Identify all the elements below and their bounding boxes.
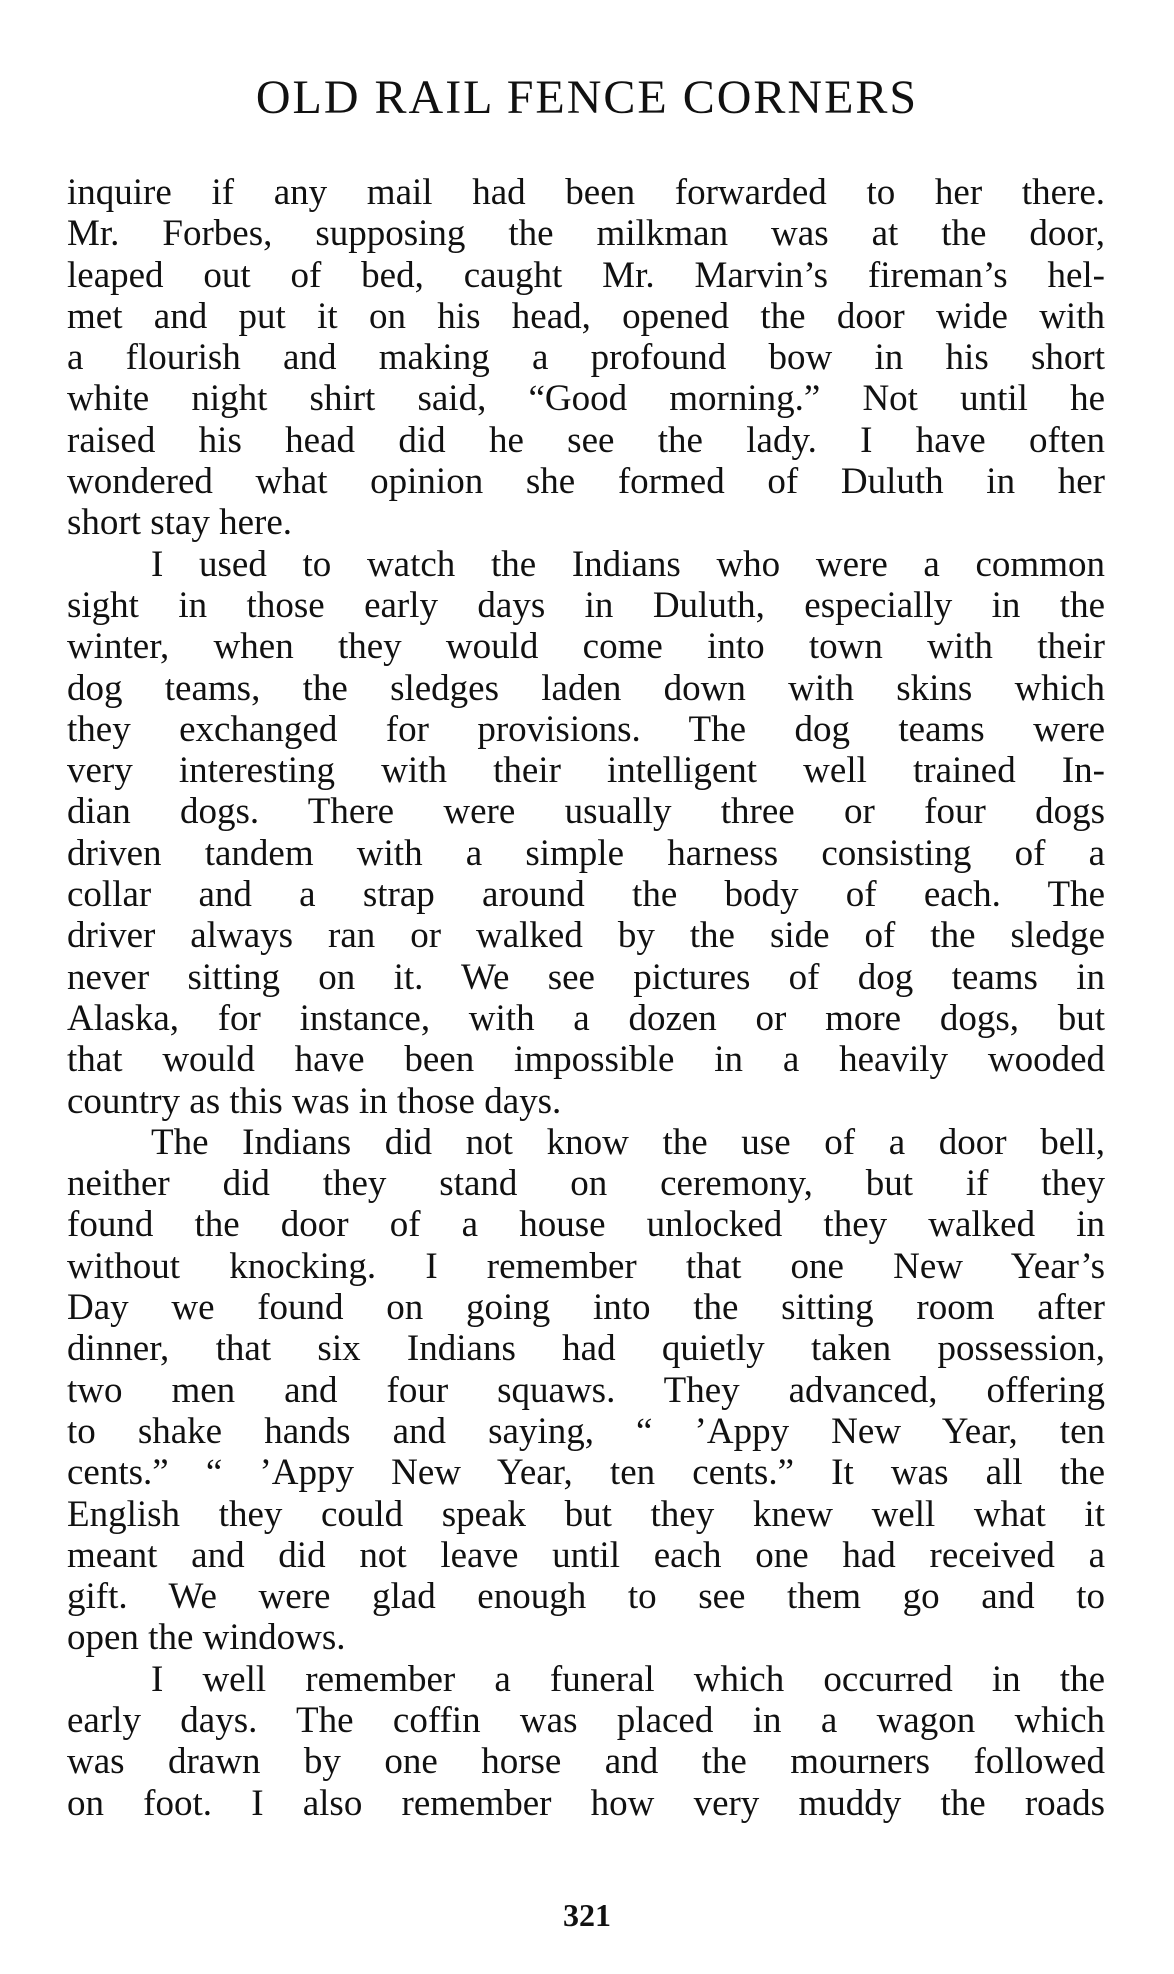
text-line: I well remember a funeral which occurred in the xyxy=(151,1658,1105,1700)
page-number: 321 xyxy=(563,1897,611,1933)
text-line: neither did they stand on ceremony, but if they xyxy=(67,1163,1105,1205)
text-line: leaped out of bed, caught Mr. Marvin’s fireman’s hel- xyxy=(67,254,1105,296)
text-line: English they could speak but they knew well what it xyxy=(67,1493,1105,1535)
text-line: country as this was in those days. xyxy=(67,1080,562,1122)
text-line: dog teams, the sledges laden down with skins which xyxy=(67,667,1105,709)
text-line: wondered what opinion she formed of Duluth in her xyxy=(67,461,1105,503)
text-line: gift. We were glad enough to see them go and to xyxy=(67,1576,1105,1618)
text-line: dian dogs. There were usually three or four dogs xyxy=(67,791,1105,833)
text-line: never sitting on it. We see pictures of dog teams in xyxy=(67,956,1105,998)
text-line: open the windows. xyxy=(67,1617,346,1659)
running-head: OLD RAIL FENCE CORNERS xyxy=(255,71,919,124)
text-line: Day we found on going into the sitting room after xyxy=(67,1287,1105,1329)
text-line: driver always ran or walked by the side of the sledge xyxy=(67,915,1105,957)
text-line: was drawn by one horse and the mourners followed xyxy=(67,1741,1105,1783)
text-line: on foot. I also remember how very muddy the roads xyxy=(67,1782,1105,1824)
text-line: raised his head did he see the lady. I have often xyxy=(67,419,1105,461)
text-line: dinner, that six Indians had quietly taken possession, xyxy=(67,1328,1105,1370)
text-line: I used to watch the Indians who were a common xyxy=(151,543,1105,585)
text-line: two men and four squaws. They advanced, offering xyxy=(67,1369,1105,1411)
text-line: collar and a strap around the body of each. The xyxy=(67,874,1105,916)
text-line: that would have been impossible in a heavily wooded xyxy=(67,1039,1105,1081)
text-line: very interesting with their intelligent well trained In- xyxy=(67,750,1105,792)
text-line: Alaska, for instance, with a dozen or more dogs, but xyxy=(67,997,1105,1039)
text-line: driven tandem with a simple harness consisting of a xyxy=(67,832,1105,874)
text-line: inquire if any mail had been forwarded to her there. xyxy=(67,172,1105,213)
text-line: found the door of a house unlocked they walked in xyxy=(67,1204,1105,1246)
body-text xyxy=(67,172,1105,1824)
text-line: early days. The coffin was placed in a wagon which xyxy=(67,1699,1105,1741)
text-line: a flourish and making a profound bow in his short xyxy=(67,337,1105,379)
text-line: The Indians did not know the use of a door bell, xyxy=(151,1121,1105,1163)
text-line: Mr. Forbes, supposing the milkman was at the door, xyxy=(67,213,1105,255)
text-line: sight in those early days in Duluth, especially in the xyxy=(67,584,1105,626)
text-line: to shake hands and saying, “ ’Appy New Year, ten xyxy=(67,1410,1105,1452)
text-line: winter, when they would come into town with their xyxy=(67,626,1105,668)
text-line: met and put it on his head, opened the door wide with xyxy=(67,295,1105,337)
text-line: without knocking. I remember that one New Year’s xyxy=(67,1245,1105,1287)
text-line: they exchanged for provisions. The dog teams were xyxy=(67,708,1105,750)
text-line: white night shirt said, “Good morning.” Not until he xyxy=(67,378,1105,420)
text-line: short stay here. xyxy=(67,502,293,544)
text-line: cents.” “ ’Appy New Year, ten cents.” It was all the xyxy=(67,1452,1105,1494)
text-line: meant and did not leave until each one had received a xyxy=(67,1534,1105,1576)
